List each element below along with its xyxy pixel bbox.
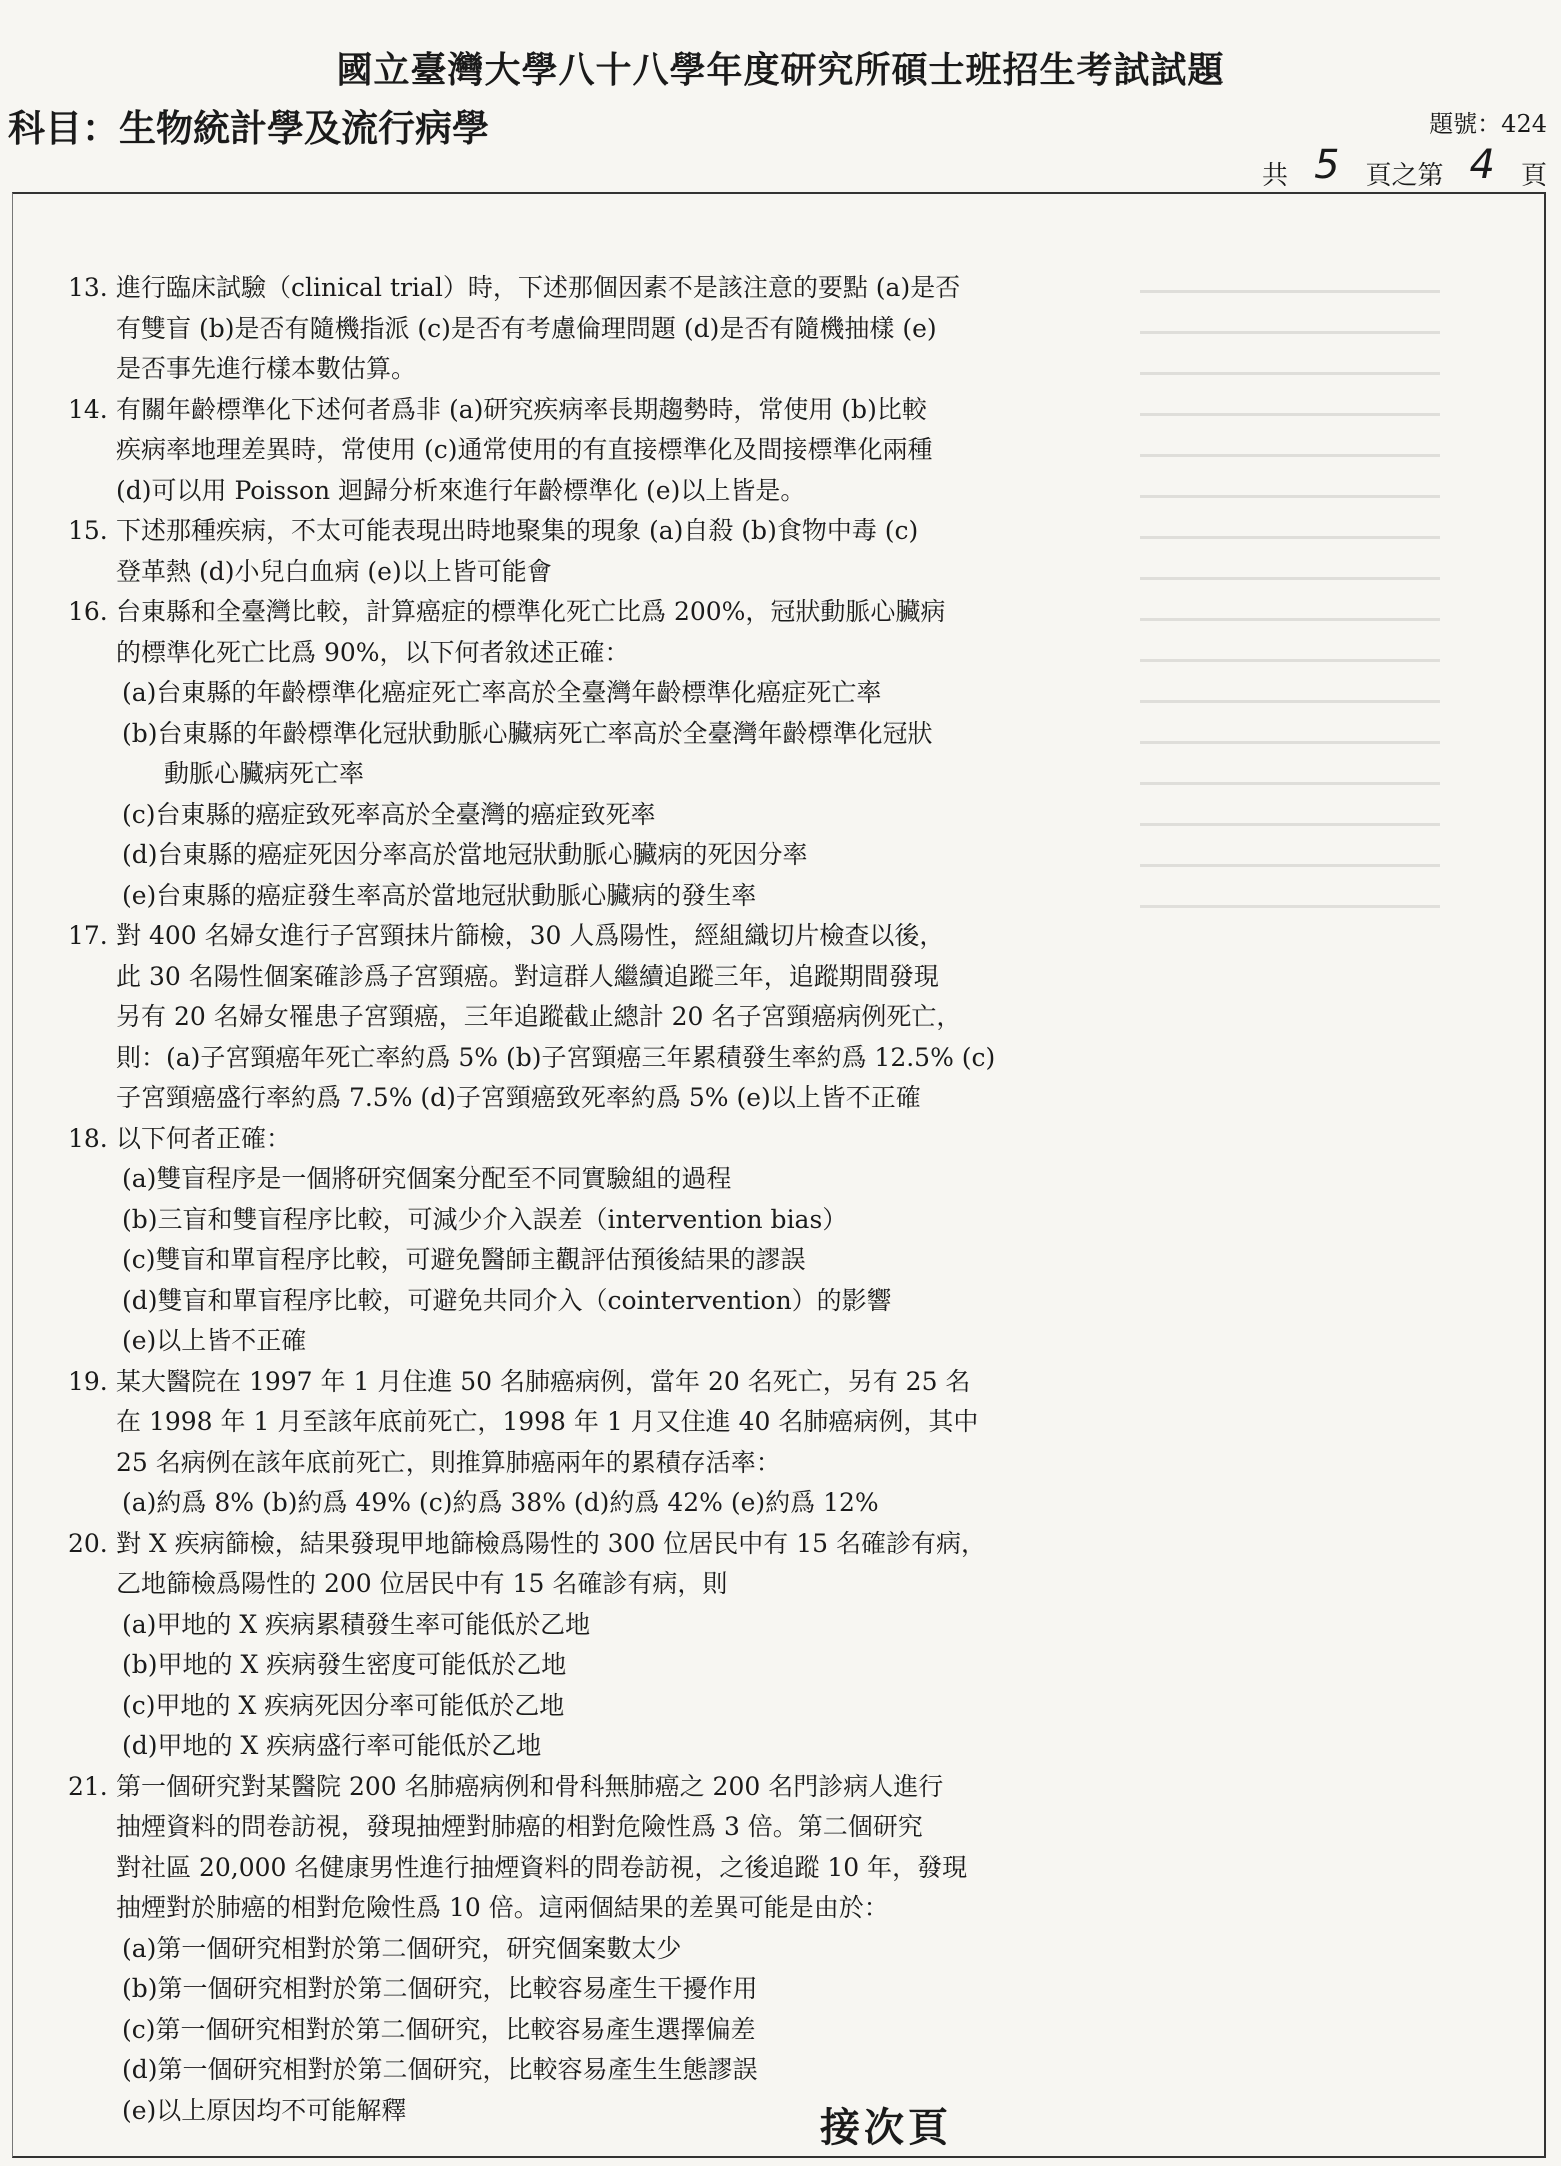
option-line: (b)甲地的 X 疾病發生密度可能低於乙地 bbox=[122, 1650, 567, 1679]
question-text-line: 疾病率地理差異時，常使用 (c)通常使用的有直接標準化及間接標準化兩種 bbox=[116, 435, 933, 464]
question-text-line: 另有 20 名婦女罹患子宮頸癌，三年追蹤截止總計 20 名子宮頸癌病例死亡， bbox=[116, 1002, 962, 1031]
question-item bbox=[68, 1119, 1068, 1362]
question-text-line: 此 30 名陽性個案確診爲子宮頸癌。對這群人繼續追蹤三年，追蹤期間發現 bbox=[116, 961, 939, 991]
question-item bbox=[68, 511, 1068, 592]
option-line: (c)台東縣的癌症致死率高於全臺灣的癌症致死率 bbox=[122, 799, 656, 829]
option-line: (a)甲地的 X 疾病累積發生率可能低於乙地 bbox=[122, 1609, 591, 1639]
question-text-line: (d)可以用 Poisson 迴歸分析來進行年齡標準化 (e)以上皆是。 bbox=[116, 475, 806, 505]
page-prefix: 共 bbox=[1262, 161, 1289, 191]
subject-heading: 科目：生物統計學及流行病學 bbox=[8, 106, 489, 150]
page-suffix: 頁 bbox=[1520, 161, 1547, 191]
question-number-label: 19. bbox=[68, 1366, 108, 1396]
question-text-line: 對社區 20,000 名健康男性進行抽煙資料的問卷訪視，之後追蹤 10 年，發現 bbox=[116, 1852, 968, 1882]
option-line: (b)第一個研究相對於第二個研究，比較容易產生干擾作用 bbox=[122, 1974, 758, 2003]
option-line: (e)以上皆不正確 bbox=[122, 1326, 307, 1355]
question-list bbox=[68, 268, 1068, 2131]
question-text-line: 第一個研究對某醫院 200 名肺癌病例和骨科無肺癌之 200 名門診病人進行 bbox=[116, 1771, 944, 1801]
option-line: (a)台東縣的年齡標準化癌症死亡率高於全臺灣年齡標準化癌症死亡率 bbox=[122, 678, 882, 707]
question-text-line: 登革熱 (d)小兒白血病 (e)以上皆可能會 bbox=[116, 556, 552, 586]
option-line: 動脈心臟病死亡率 bbox=[164, 759, 365, 788]
bleed-through-shadow bbox=[1140, 290, 1440, 2090]
option-line: (c)雙盲和單盲程序比較，可避免醫師主觀評估預後結果的謬誤 bbox=[122, 1245, 806, 1274]
question-item bbox=[68, 1362, 1068, 1524]
question-text-line: 以下何者正確： bbox=[116, 1123, 292, 1153]
option-line: (b)三盲和雙盲程序比較，可減少介入誤差（intervention bias） bbox=[122, 1204, 848, 1234]
question-number-label: 16. bbox=[68, 597, 108, 626]
question-text-line: 在 1998 年 1 月至該年底前死亡，1998 年 1 月又住進 40 名肺癌病例，其中 bbox=[116, 1407, 979, 1436]
option-line: (a)約爲 8% (b)約爲 49% (c)約爲 38% (d)約爲 42% (e)約爲 12% bbox=[122, 1488, 879, 1517]
question-text-line: 有關年齡標準化下述何者爲非 (a)研究疾病率長期趨勢時，常使用 (b)比較 bbox=[116, 394, 927, 424]
question-text-line: 是否事先進行樣本數估算。 bbox=[116, 354, 417, 383]
option-line: (d)甲地的 X 疾病盛行率可能低於乙地 bbox=[122, 1731, 542, 1760]
question-number-label: 17. bbox=[68, 921, 108, 950]
question-text-line: 台東縣和全臺灣比較，計算癌症的標準化死亡比爲 200%，冠狀動脈心臟病 bbox=[116, 597, 946, 626]
question-number-label: 21. bbox=[68, 1771, 108, 1801]
option-line: (d)第一個研究相對於第二個研究，比較容易產生生態謬誤 bbox=[122, 2055, 758, 2084]
question-number-label: 15. bbox=[68, 516, 108, 545]
exam-title: 國立臺灣大學八十八學年度研究所碩士班招生考試試題 bbox=[336, 49, 1225, 91]
next-page-note: 接次頁 bbox=[820, 2104, 952, 2151]
question-text-line: 對 X 疾病篩檢，結果發現甲地篩檢爲陽性的 300 位居民中有 15 名確診有病， bbox=[116, 1528, 987, 1558]
option-line: (d)台東縣的癌症死因分率高於當地冠狀動脈心臟病的死因分率 bbox=[122, 840, 808, 869]
option-list bbox=[116, 1605, 1068, 1767]
question-number-label: 13. bbox=[68, 273, 108, 302]
question-number-label: 18. bbox=[68, 1123, 108, 1153]
question-number-label: 14. bbox=[68, 394, 108, 424]
question-text-line: 抽煙資料的問卷訪視，發現抽煙對肺癌的相對危險性爲 3 倍。第二個研究 bbox=[116, 1812, 923, 1841]
option-line: (b)台東縣的年齡標準化冠狀動脈心臟病死亡率高於全臺灣年齡標準化冠狀 bbox=[122, 718, 933, 748]
page-total: 5 bbox=[1314, 142, 1340, 188]
question-item bbox=[68, 1524, 1068, 1767]
question-text-line: 抽煙對於肺癌的相對危險性爲 10 倍。這兩個結果的差異可能是由於： bbox=[116, 1893, 889, 1922]
question-number-label: 20. bbox=[68, 1528, 108, 1558]
option-line: (e)台東縣的癌症發生率高於當地冠狀動脈心臟病的發生率 bbox=[122, 880, 757, 910]
option-line: (c)甲地的 X 疾病死因分率可能低於乙地 bbox=[122, 1690, 565, 1720]
question-text-line: 進行臨床試驗（clinical trial）時，下述那個因素不是該注意的要點 (a)是否 bbox=[116, 273, 961, 302]
question-text-line: 下述那種疾病，不太可能表現出時地聚集的現象 (a)自殺 (b)食物中毒 (c) bbox=[116, 516, 919, 545]
question-item bbox=[68, 268, 1068, 390]
option-list bbox=[116, 673, 1068, 916]
option-line: (a)雙盲程序是一個將研究個案分配至不同實驗組的過程 bbox=[122, 1164, 732, 1193]
page-current: 4 bbox=[1469, 142, 1495, 188]
question-text-line: 對 400 名婦女進行子宮頸抹片篩檢，30 人爲陽性，經組織切片檢查以後， bbox=[116, 921, 945, 950]
question-text-line: 的標準化死亡比爲 90%，以下何者敘述正確： bbox=[116, 637, 630, 667]
page-indicator bbox=[1262, 142, 1547, 194]
question-number: 題號：424 bbox=[1429, 110, 1547, 138]
question-text-line: 則：(a)子宮頸癌年死亡率約爲 5% (b)子宮頸癌三年累積發生率約爲 12.5% (c) bbox=[116, 1042, 996, 1072]
page-mid: 頁之第 bbox=[1365, 161, 1444, 191]
question-text-line: 25 名病例在該年底前死亡，則推算肺癌兩年的累積存活率： bbox=[116, 1447, 781, 1477]
question-text-line: 有雙盲 (b)是否有隨機指派 (c)是否有考慮倫理問題 (d)是否有隨機抽樣 (e) bbox=[116, 313, 937, 343]
question-item bbox=[68, 916, 1068, 1119]
question-item bbox=[68, 592, 1068, 916]
option-list bbox=[116, 1159, 1068, 1362]
option-line: (e)以上原因均不可能解釋 bbox=[122, 2095, 407, 2125]
option-line: (c)第一個研究相對於第二個研究，比較容易產生選擇偏差 bbox=[122, 2014, 756, 2044]
question-item bbox=[68, 1767, 1068, 2132]
question-text-line: 子宮頸癌盛行率約爲 7.5% (d)子宮頸癌致死率約爲 5% (e)以上皆不正確 bbox=[116, 1083, 921, 1112]
option-line: (d)雙盲和單盲程序比較，可避免共同介入（cointervention）的影響 bbox=[122, 1285, 892, 1315]
question-text-line: 某大醫院在 1997 年 1 月住進 50 名肺癌病例，當年 20 名死亡，另有 25 名 bbox=[116, 1366, 971, 1396]
option-line: (a)第一個研究相對於第二個研究，研究個案數太少 bbox=[122, 1933, 682, 1963]
option-list bbox=[116, 1483, 1068, 1524]
question-item bbox=[68, 390, 1068, 512]
question-text-line: 乙地篩檢爲陽性的 200 位居民中有 15 名確診有病，則 bbox=[116, 1569, 728, 1598]
